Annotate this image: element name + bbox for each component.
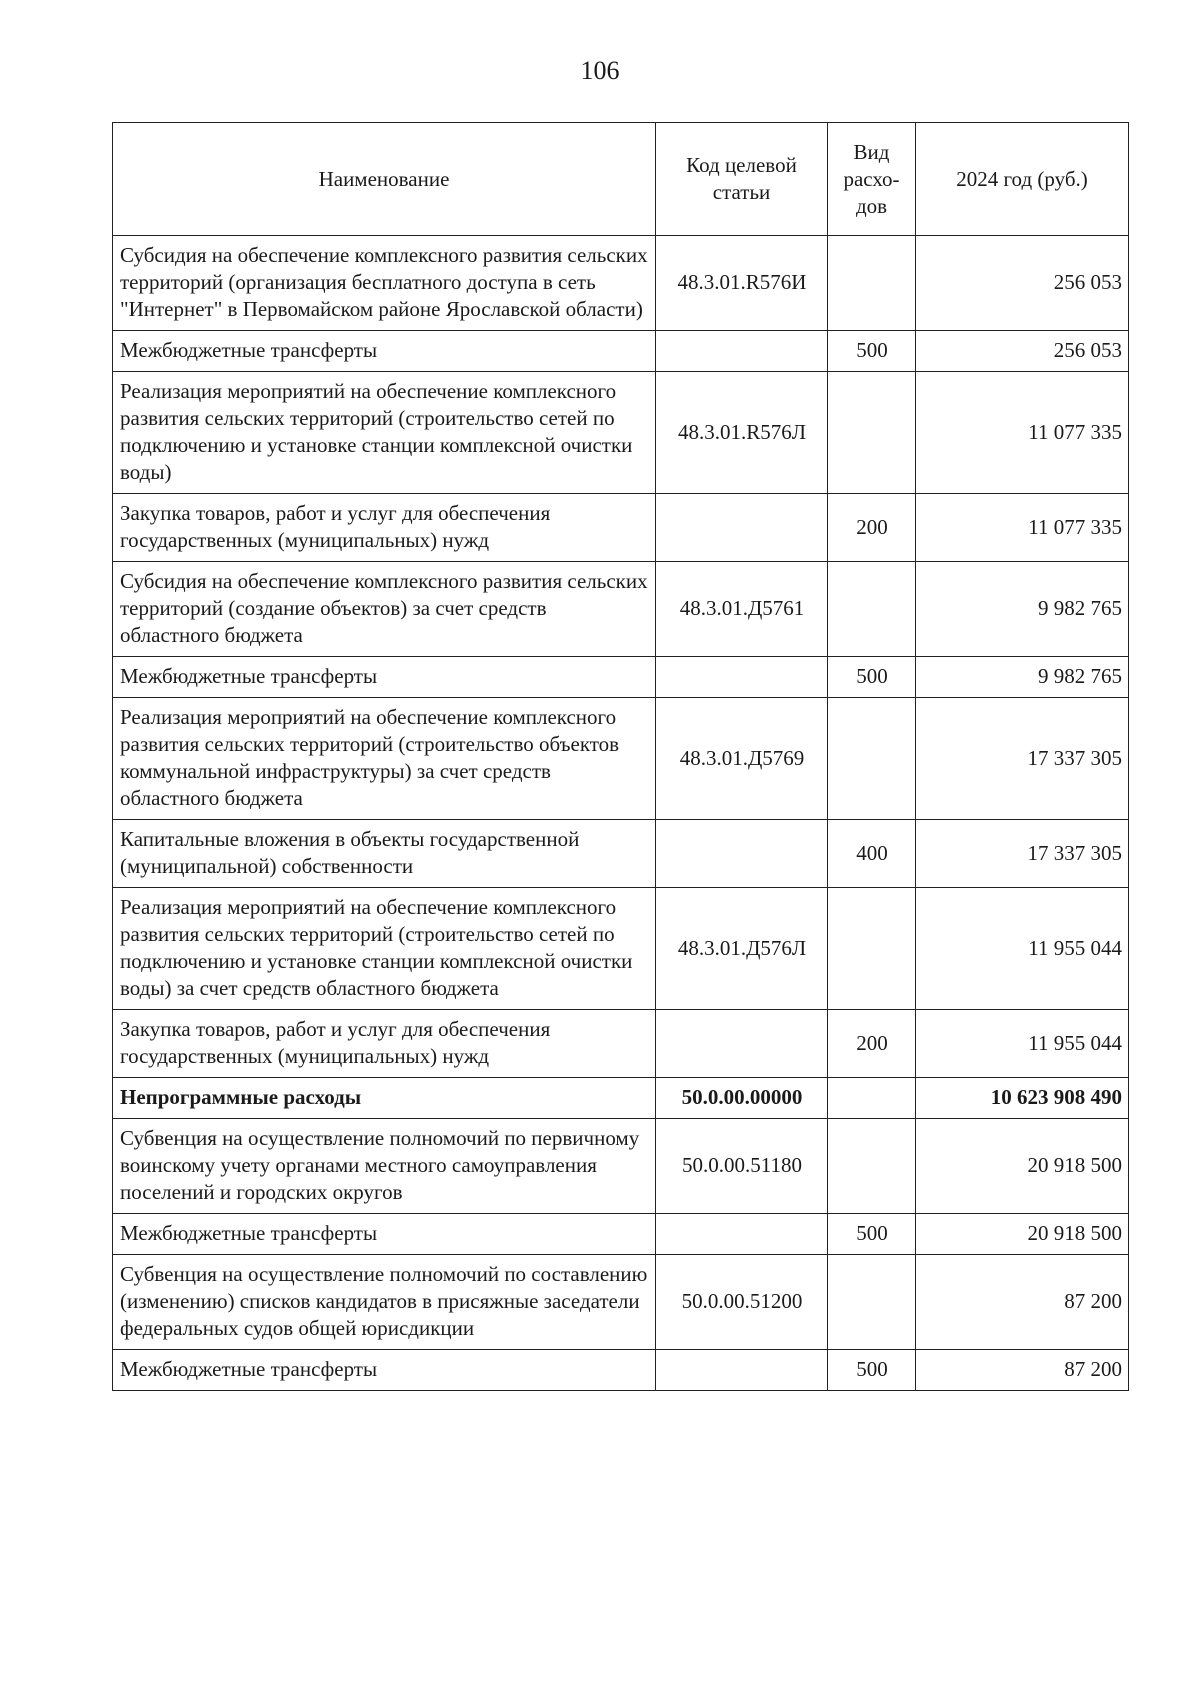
- table-row: [113, 888, 1129, 1010]
- row-name: Капитальные вложения в объекты государственной (муниципальной) собственности: [113, 820, 656, 888]
- row-name: Межбюджетные трансферты: [113, 1214, 656, 1255]
- row-name: Субвенция на осуществление полномочий по составлению (изменению) списков кандидатов в присяжные заседатели федеральных судов общей юрисдикции: [113, 1255, 656, 1350]
- table-row: [113, 1255, 1129, 1350]
- row-expense-type: 200: [828, 1010, 916, 1078]
- row-name: Закупка товаров, работ и услуг для обеспечения государственных (муниципальных) нужд: [113, 494, 656, 562]
- row-expense-type: [828, 236, 916, 331]
- row-amount: 10 623 908 490: [916, 1078, 1129, 1119]
- row-expense-type: [828, 562, 916, 657]
- row-code: 50.0.00.00000: [656, 1078, 828, 1119]
- table-row: [113, 1214, 1129, 1255]
- row-name: Межбюджетные трансферты: [113, 1350, 656, 1391]
- row-expense-type: 500: [828, 657, 916, 698]
- table-row: [113, 1010, 1129, 1078]
- table-row: [113, 562, 1129, 657]
- row-code: [656, 820, 828, 888]
- table-header: [113, 123, 1129, 236]
- row-code: 48.3.01.Д5761: [656, 562, 828, 657]
- table-row: [113, 372, 1129, 494]
- row-expense-type: [828, 698, 916, 820]
- row-expense-type: [828, 1078, 916, 1119]
- row-amount: 20 918 500: [916, 1214, 1129, 1255]
- row-name: Межбюджетные трансферты: [113, 331, 656, 372]
- row-expense-type: [828, 1119, 916, 1214]
- row-name: Реализация мероприятий на обеспечение комплексного развития сельских территорий (строительство объектов коммунальной инфраструктуры) за счет средств областного бюджета: [113, 698, 656, 820]
- row-code: 48.3.01.R576И: [656, 236, 828, 331]
- row-amount: 20 918 500: [916, 1119, 1129, 1214]
- row-code: 48.3.01.Д576Л: [656, 888, 828, 1010]
- row-code: [656, 1010, 828, 1078]
- row-amount: 11 077 335: [916, 372, 1129, 494]
- table-row: [113, 331, 1129, 372]
- row-name: Субсидия на обеспечение комплексного развития сельских территорий (создание объектов) за счет средств областного бюджета: [113, 562, 656, 657]
- row-name: Реализация мероприятий на обеспечение комплексного развития сельских территорий (строительство сетей по подключению и установке станции комплексной очистки воды) за счет средств областного бюджета: [113, 888, 656, 1010]
- row-code: 50.0.00.51180: [656, 1119, 828, 1214]
- table-row: [113, 1119, 1129, 1214]
- row-code: [656, 494, 828, 562]
- header-name: Наименование: [113, 123, 656, 236]
- row-expense-type: 400: [828, 820, 916, 888]
- row-name: Закупка товаров, работ и услуг для обеспечения государственных (муниципальных) нужд: [113, 1010, 656, 1078]
- row-amount: 11 955 044: [916, 1010, 1129, 1078]
- row-code: [656, 657, 828, 698]
- row-code: 50.0.00.51200: [656, 1255, 828, 1350]
- row-name: Реализация мероприятий на обеспечение комплексного развития сельских территорий (строительство сетей по подключению и установке станции комплексной очистки воды): [113, 372, 656, 494]
- row-amount: 256 053: [916, 331, 1129, 372]
- row-amount: 9 982 765: [916, 657, 1129, 698]
- header-code: Код целевой статьи: [656, 123, 828, 236]
- budget-table: [112, 122, 1129, 1391]
- row-expense-type: [828, 1255, 916, 1350]
- row-code: [656, 1214, 828, 1255]
- row-amount: 17 337 305: [916, 698, 1129, 820]
- row-name: Межбюджетные трансферты: [113, 657, 656, 698]
- row-amount: 9 982 765: [916, 562, 1129, 657]
- row-amount: 256 053: [916, 236, 1129, 331]
- header-amount: 2024 год (руб.): [916, 123, 1129, 236]
- table-row: [113, 657, 1129, 698]
- table-row: [113, 820, 1129, 888]
- row-expense-type: [828, 888, 916, 1010]
- table-row: [113, 1078, 1129, 1119]
- row-amount: 87 200: [916, 1255, 1129, 1350]
- table-row: [113, 698, 1129, 820]
- header-row: [113, 123, 1129, 236]
- row-code: 48.3.01.R576Л: [656, 372, 828, 494]
- row-name: Непрограммные расходы: [113, 1078, 656, 1119]
- row-amount: 17 337 305: [916, 820, 1129, 888]
- row-expense-type: [828, 372, 916, 494]
- row-amount: 11 955 044: [916, 888, 1129, 1010]
- row-amount: 11 077 335: [916, 494, 1129, 562]
- row-expense-type: 500: [828, 1350, 916, 1391]
- header-vid: Вид расхо-дов: [828, 123, 916, 236]
- row-code: [656, 1350, 828, 1391]
- row-code: [656, 331, 828, 372]
- row-expense-type: 200: [828, 494, 916, 562]
- table-row: [113, 494, 1129, 562]
- row-code: 48.3.01.Д5769: [656, 698, 828, 820]
- table-body: [113, 236, 1129, 1391]
- row-name: Субсидия на обеспечение комплексного развития сельских территорий (организация бесплатного доступа в сеть "Интернет" в Первомайском районе Ярославской области): [113, 236, 656, 331]
- table-row: [113, 1350, 1129, 1391]
- table-row: [113, 236, 1129, 331]
- page-number: 106: [580, 56, 620, 85]
- row-amount: 87 200: [916, 1350, 1129, 1391]
- row-name: Субвенция на осуществление полномочий по первичному воинскому учету органами местного самоуправления поселений и городских округов: [113, 1119, 656, 1214]
- row-expense-type: 500: [828, 1214, 916, 1255]
- row-expense-type: 500: [828, 331, 916, 372]
